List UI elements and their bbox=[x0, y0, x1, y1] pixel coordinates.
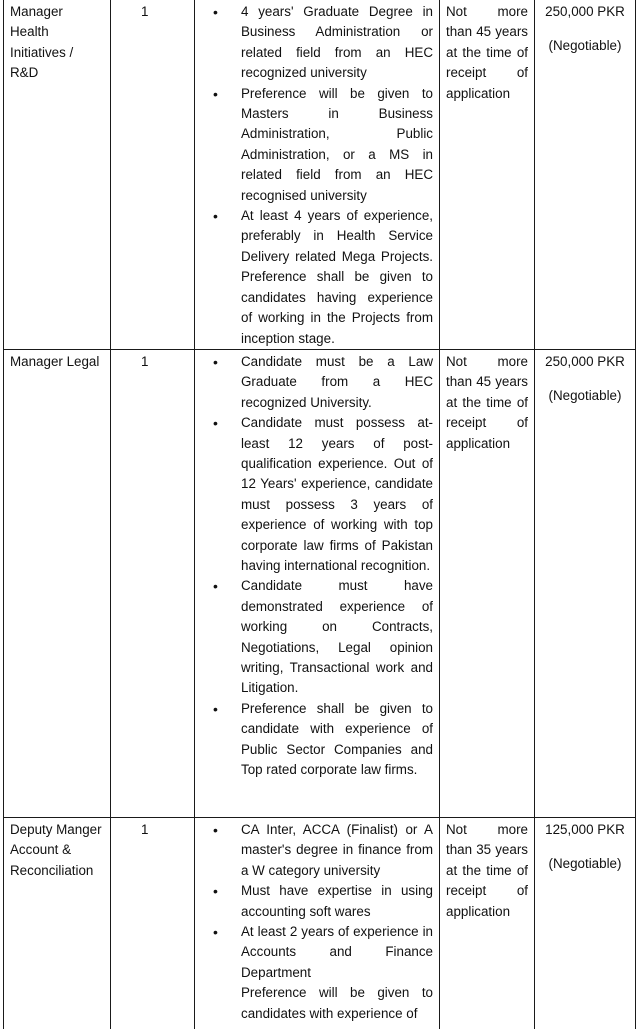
criteria-item: • Preference shall be given to candidate with experience of Public Sector Companies and Top rated corporate law firms. bbox=[201, 699, 433, 781]
position-title: Manager Legal bbox=[10, 353, 100, 369]
salary-amount: 250,000 PKR bbox=[545, 353, 625, 369]
criteria-item: • Must have expertise in using accounting soft wares bbox=[201, 881, 433, 922]
age-limit: Not more than 45 years at the time of receipt of application bbox=[446, 4, 528, 101]
salary-note: (Negotiable) bbox=[548, 388, 622, 404]
table-row bbox=[4, 0, 636, 349]
table-row bbox=[4, 817, 636, 1029]
criteria-item: • Candidate must be a Law Graduate from a HEC recognized University. bbox=[201, 352, 433, 413]
criteria-item: • 4 years' Graduate Degree in Business Administration or related field from an HEC recognized university bbox=[201, 2, 433, 84]
criteria-item: • CA Inter, ACCA (Finalist) or A master's degree in finance from a W category university bbox=[201, 820, 433, 881]
criteria-list bbox=[201, 352, 433, 781]
positions-count-cell bbox=[111, 817, 195, 1029]
criteria-item: • At least 2 years of experience in Accounts and Finance Department bbox=[201, 922, 433, 983]
table-row bbox=[4, 349, 636, 817]
age-limit-cell bbox=[440, 817, 535, 1029]
position-cell bbox=[4, 349, 111, 817]
age-limit: Not more than 35 years at the time of receipt of application bbox=[446, 821, 528, 919]
job-table bbox=[3, 0, 636, 1029]
salary-amount: 125,000 PKR bbox=[545, 821, 625, 837]
salary-note: (Negotiable) bbox=[548, 856, 622, 872]
age-limit: Not more than 45 years at the time of receipt of application bbox=[446, 353, 528, 451]
positions-count-cell bbox=[111, 0, 195, 349]
criteria-list bbox=[201, 2, 433, 349]
criteria-cell bbox=[195, 0, 440, 349]
criteria-item: • At least 4 years of experience, preferably in Health Service Delivery related Mega Projects. Preference shall be given to candidates having experience of working in the Projects from inception stage. bbox=[201, 206, 433, 349]
age-limit-cell bbox=[440, 0, 535, 349]
criteria-cell bbox=[195, 349, 440, 817]
salary-cell bbox=[535, 0, 636, 349]
salary-amount: 250,000 PKR bbox=[545, 4, 625, 19]
criteria-cell bbox=[195, 817, 440, 1029]
positions-count: 1 bbox=[141, 4, 149, 19]
salary-note: (Negotiable) bbox=[548, 38, 622, 54]
criteria-item: • Candidate must have demonstrated experience of working on Contracts, Negotiations, Legal opinion writing, Transactional work and Litigation. bbox=[201, 576, 433, 698]
criteria-item: • Preference will be given to Masters in Business Administration, Public Administration, or a MS in related field from an HEC recognised university bbox=[201, 84, 433, 206]
age-limit-cell bbox=[440, 349, 535, 817]
salary-cell bbox=[535, 817, 636, 1029]
position-cell bbox=[4, 0, 111, 349]
criteria-list bbox=[201, 820, 433, 1024]
position-title: Manager Health Initiatives / R&D bbox=[10, 4, 74, 81]
position-cell bbox=[4, 817, 111, 1029]
positions-count: 1 bbox=[141, 821, 149, 837]
position-title: Deputy Manger Account & Reconciliation bbox=[10, 821, 102, 878]
criteria-item: • Candidate must possess at-least 12 years of post-qualification experience. Out of 12 Years' experience, candidate must possess 3 years of experience of working with top corporate law firms of Pakistan having international recognition. bbox=[201, 413, 433, 576]
positions-count: 1 bbox=[141, 353, 149, 369]
positions-count-cell bbox=[111, 349, 195, 817]
criteria-continuation: Preference will be given to candidates with experience of bbox=[241, 985, 433, 1021]
salary-cell bbox=[535, 349, 636, 817]
